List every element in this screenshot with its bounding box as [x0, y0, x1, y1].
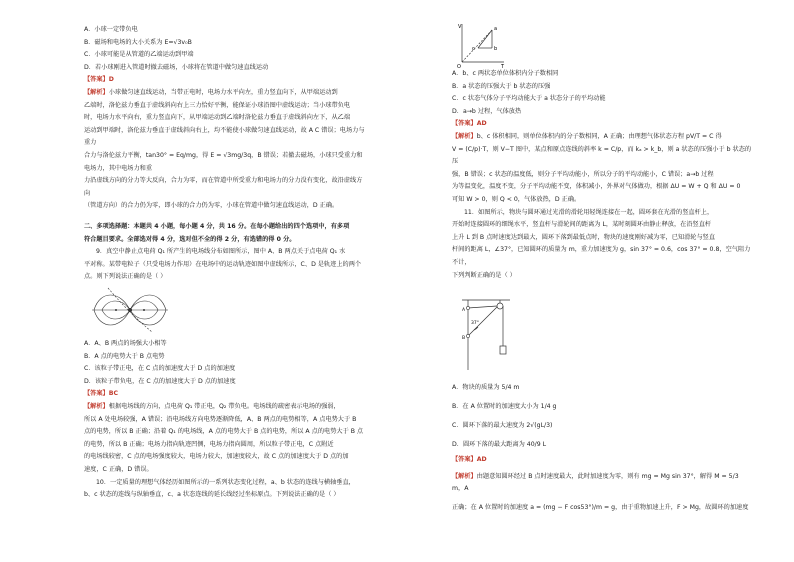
analysis-tag: 【解析】 — [84, 88, 109, 96]
pulley-figure — [460, 296, 512, 372]
answer-tag: 【答案】 — [452, 456, 477, 463]
answer-tag: 【答案】 — [84, 76, 109, 84]
analysis-tag: 【解析】 — [452, 132, 477, 140]
answer-tag: 【答案】 — [84, 390, 109, 398]
analysis-line: b、c 体积相同，则单位体积内的分子数相同，A 正确；由理想气体状态方程 pV/T = C 得 — [476, 132, 722, 140]
section-title: 二、多项选择题：本题共 4 小题，每小题 4 分，共 16 分。在每小题给出的四个选项中，有多项 — [84, 222, 350, 230]
section-title: 符合题目要求。全部选对得 4 分，选对但不全的得 2 分，有选错的得 0 分。 — [84, 235, 296, 243]
option-b: B．a 状态的压强大于 b 状态的压强 — [452, 82, 551, 90]
q11-stem: 开始时连接圆环的细绳水平，竖直杆与滑轮间的距离为 L，某时刻圆环由静止释放，在沿竖直杆 — [452, 221, 712, 229]
analysis-line: 为等温变化，温度不变，分子平均动能不变，体积减小，外界对气体做功，根据 ΔU = W + Q 和 ΔU = 0 — [452, 183, 741, 191]
q10-stem: b、c 状态的连线与纵轴垂直，c、a 状态连线的延长线经过坐标原点。下列说法正确的是（ ） — [84, 491, 340, 499]
analysis-line: 力沿虚线方向的分力等大反向，合力为零，而在管道中所受重力和电场力的分力没有变化，故沿虚线方向 — [84, 177, 363, 197]
q9-options — [84, 338, 368, 502]
option-b: B．在 A 位置时的加速度大小为 1/4 g — [452, 403, 557, 410]
q11-block — [452, 378, 752, 514]
analysis-line: 点的电势，所以 B 正确；沿着 Q₁ 的电场线，A 点的电势大于 B 点的电势，所以 A 点的电势大于 B 点 — [84, 428, 364, 436]
analysis-line: 的电势，所以 B 正确；电场力指向轨迹凹侧，电场力指向圆周，所以粒子带正电，C 点附近 — [84, 440, 334, 448]
analysis-line: 所以 A 处电场较强，A 错误；沿电场线方向电势逐渐降低，A、B 两点的电势相等，A 点电势大于 B — [84, 415, 357, 423]
electric-field-figure — [90, 284, 170, 336]
answer-tag: 【答案】 — [452, 120, 477, 128]
q11-stem: 上升 L 到 B 点时速度达到最大，圆环下落到最低点时，物块的速度刚好减为零，已知滑轮与竖直 — [452, 233, 716, 241]
axis-t-label: T — [501, 64, 505, 70]
q11-stem: 11．如图所示，物块与圆环通过光滑的滑轮用轻绳连接在一起，圆环套在光滑的竖直杆上， — [464, 208, 714, 216]
point-b-label: B — [462, 336, 466, 341]
analysis-line: 的电场线较密，C 点的电场强度较大，电场力较大，加速度较大，故 C 点的加速度大于 D 点的加 — [84, 453, 349, 461]
analysis-line: 可知 W > 0，则 Q < 0，气体放热，D 正确。 — [452, 195, 581, 203]
axis-v-label: V — [458, 24, 462, 30]
point-a-label: A — [462, 308, 466, 313]
q9-stem: 点。则下列说法正确的是（ ） — [84, 273, 167, 281]
option-d: D．a→b 过程，气体放热 — [452, 107, 522, 115]
q11-stem: 下列判断正确的是（ ） — [452, 271, 516, 279]
q8-options — [84, 24, 368, 284]
analysis-line: 乙端时，洛伦兹力垂直于虚线斜向右上三力恰好平衡，能保证小球沿图中虚线运动；当小球带负电 — [84, 101, 351, 109]
analysis-line: （管道方向）的合力仍为零，即小球的合力仍为零，小球在管道中做匀速直线运动，D 正确。 — [84, 202, 339, 210]
analysis-line: 运动到甲端时，洛伦兹力垂直于虚线斜向右上，均不能使小球做匀速直线运动，故 A C 错误；电场力与重力 — [84, 126, 365, 147]
option-d: D．圆环下落的最大距离为 40/9 L — [452, 441, 547, 448]
q10-block — [452, 68, 752, 282]
origin-label: O — [457, 64, 461, 70]
q9-stem: 平对称。某带电粒子（只受电场力作用）在电场中的运动轨迹如图中虚线所示，C、D 是轨迹上的两个 — [84, 260, 362, 268]
q11-stem: 杆间的距离 L，∠37°，已知圆环的质量为 m，重力加速度为 g，sin 37° = 0.6，cos 37° = 0.8，空气阻力不计， — [452, 246, 751, 266]
option-a: A．小球一定带负电 — [84, 26, 138, 33]
analysis-line: 正确；在 A 位置时的加速度 a = (mg − F cos53°)/m = g，由于重物加速上升，F > Mg，故圆环的加速度 — [452, 503, 749, 511]
option-b: B．磁场和电场的大小关系为 E=√3v₀B — [84, 38, 192, 46]
vt-graph — [456, 22, 506, 70]
option-c: C．圆环下落的最大速度为 2√(gL/3) — [452, 422, 553, 429]
q9-stem: 9．真空中静止点电荷 Q₁ 所产生的电场线分布如图所示，图中 A、B 两点关于点电荷 Q₁ 水 — [96, 248, 346, 256]
analysis-line: 强，B 错误；c 状态的温度低，则分子平均动能小，所以分子的平均动能小，C 错误；a→b 过程 — [452, 170, 714, 178]
angle-label: 37° — [471, 321, 479, 326]
analysis-line: 小球做匀速直线运动，当带正电时，电场力水平向左，重力竖直向下，从甲端运动到 — [108, 88, 338, 96]
point-c-label: c — [472, 46, 475, 52]
point-a-label: a — [494, 26, 498, 32]
analysis-line: 由题意知圆环经过 B 点时速度最大，此时加速度为零，则有 mg = Mg sin 37°，解得 M = 5/3 m，A — [452, 472, 739, 493]
analysis-line: 速度，C 正确，D 错误。 — [84, 465, 153, 473]
point-b-label: b — [494, 46, 498, 52]
q10-stem: 10．一定质量的理想气体经历如图所示的一系列状态变化过程，a、b 状态的连线与横轴垂直， — [96, 478, 355, 486]
analysis-tag: 【解析】 — [84, 402, 109, 410]
analysis-tag: 【解析】 — [452, 472, 477, 480]
option-b: B．A 点的电势大于 B 点电势 — [84, 352, 165, 360]
option-c: C．c 状态气体分子平均动能大于 a 状态分子的平均动能 — [452, 95, 606, 103]
option-c: C．该粒子带正电，在 C 点的加速度大于 D 点的加速度 — [84, 365, 236, 373]
analysis-line: 时，电场力水平向右，重力竖直向下，从甲端运动到乙端时洛伦兹力垂直于虚线斜向左下，从乙端 — [84, 114, 351, 122]
answer-value: AD — [476, 120, 487, 128]
option-d: D．该粒子带负电，在 C 点的加速度大于 D 点的加速度 — [84, 377, 236, 385]
answer-value: AD — [476, 456, 487, 463]
answer-value: D — [108, 76, 114, 84]
option-a: A．b、c 两状态单位体积内分子数相同 — [452, 70, 559, 77]
option-c: C．小球可能是从管道的乙端运动到甲端 — [84, 51, 194, 59]
analysis-line: 合力与洛伦兹力平衡，tan30° = Eq/mg，得 E = √3mg/3q，B 错误；若撤去磁场，小球只受重力和电场力，其中电场力和重 — [84, 151, 363, 172]
option-a: A．物块的质量为 5/4 m — [452, 384, 520, 391]
option-d: D．若小球刚进入管道时撤去磁场，小球将在管道中做匀速直线运动 — [84, 63, 269, 71]
analysis-line: V = (C/p)·T，则 V−T 图中，某点和原点连线的斜率 k = C/p，而 kₐ > k_b，则 a 状态的压强小于 b 状态的压 — [452, 145, 752, 166]
option-a: A．A、B 两点的场强大小相等 — [84, 340, 167, 347]
analysis-line: 根据电场线的方向，点电荷 Q₁ 带正电，Q₂ 带负电。电场线的疏密表示电场的强弱， — [108, 402, 340, 410]
answer-value: BC — [108, 390, 119, 398]
